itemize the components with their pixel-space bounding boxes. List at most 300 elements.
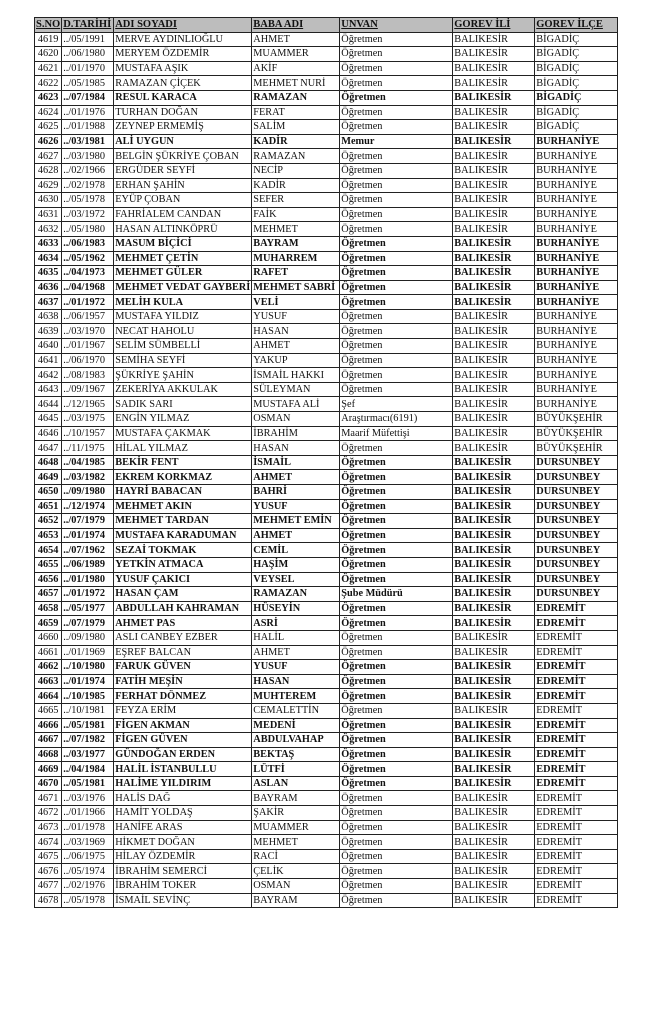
cell-district: EDREMİT [535,762,618,777]
cell-birth-date: ../12/1974 [62,499,114,514]
cell-province: BALIKESİR [453,601,535,616]
table-row [35,368,618,383]
cell-district: BURHANİYE [535,353,618,368]
table-row [35,485,618,500]
table-row [35,733,618,748]
cell-father-name: ASRİ [252,616,340,631]
table-row [35,616,618,631]
cell-title: Öğretmen [340,339,453,354]
cell-district: BİGADİÇ [535,47,618,62]
cell-full-name: MEHMET ÇETİN [114,251,252,266]
table-row [35,820,618,835]
cell-sno: 4631 [35,207,62,222]
cell-title: Öğretmen [340,236,453,251]
cell-district: EDREMİT [535,703,618,718]
cell-sno: 4643 [35,382,62,397]
table-row [35,324,618,339]
cell-father-name: HÜSEYİN [252,601,340,616]
table-row [35,236,618,251]
cell-sno: 4639 [35,324,62,339]
cell-full-name: HİLAY ÖZDEMİR [114,849,252,864]
cell-sno: 4634 [35,251,62,266]
cell-father-name: OSMAN [252,412,340,427]
cell-full-name: EYÜP ÇOBAN [114,193,252,208]
cell-birth-date: ../03/1976 [62,791,114,806]
cell-district: EDREMİT [535,791,618,806]
cell-title: Öğretmen [340,893,453,908]
cell-full-name: ZEKERİYA AKKULAK [114,382,252,397]
cell-title: Öğretmen [340,105,453,120]
cell-father-name: İSMAİL HAKKI [252,368,340,383]
cell-district: BURHANİYE [535,339,618,354]
cell-full-name: ABDULLAH KAHRAMAN [114,601,252,616]
cell-district: EDREMİT [535,689,618,704]
cell-birth-date: ../03/1980 [62,149,114,164]
cell-father-name: İBRAHİM [252,426,340,441]
cell-province: BALIKESİR [453,630,535,645]
cell-sno: 4661 [35,645,62,660]
cell-sno: 4660 [35,630,62,645]
cell-title: Öğretmen [340,441,453,456]
table-row [35,251,618,266]
cell-title: Öğretmen [340,193,453,208]
cell-province: BALIKESİR [453,382,535,397]
cell-full-name: MUSTAFA YILDIZ [114,309,252,324]
cell-full-name: MEHMET GÜLER [114,266,252,281]
table-row [35,222,618,237]
cell-full-name: FERHAT DÖNMEZ [114,689,252,704]
cell-full-name: FAHRİALEM CANDAN [114,207,252,222]
cell-title: Öğretmen [340,324,453,339]
cell-birth-date: ../01/1978 [62,820,114,835]
cell-province: BALIKESİR [453,163,535,178]
cell-birth-date: ../11/1975 [62,441,114,456]
cell-district: EDREMİT [535,616,618,631]
cell-father-name: SALİM [252,120,340,135]
cell-father-name: RAFET [252,266,340,281]
cell-title: Öğretmen [340,90,453,105]
table-row [35,718,618,733]
cell-birth-date: ../01/1972 [62,587,114,602]
table-row [35,32,618,47]
cell-father-name: KADİR [252,178,340,193]
table-row [35,397,618,412]
header-province: GOREV İLİ [453,18,535,33]
cell-father-name: BAYRAM [252,236,340,251]
cell-full-name: HASAN ALTINKÖPRÜ [114,222,252,237]
cell-father-name: YAKUP [252,353,340,368]
cell-province: BALIKESİR [453,879,535,894]
cell-birth-date: ../07/1982 [62,733,114,748]
cell-full-name: YUSUF ÇAKICI [114,572,252,587]
cell-sno: 4659 [35,616,62,631]
cell-province: BALIKESİR [453,660,535,675]
cell-province: BALIKESİR [453,309,535,324]
cell-birth-date: ../05/1981 [62,776,114,791]
cell-district: EDREMİT [535,630,618,645]
cell-sno: 4671 [35,791,62,806]
table-row [35,470,618,485]
cell-birth-date: ../05/1991 [62,32,114,47]
cell-full-name: MEHMET VEDAT GAYBERİ [115,281,251,293]
cell-father-name: FERAT [252,105,340,120]
table-row [35,601,618,616]
cell-father-name: MEHMET EMİN [252,514,340,529]
cell-title: Öğretmen [340,266,453,281]
cell-sno: 4651 [35,499,62,514]
cell-title: Öğretmen [340,733,453,748]
cell-father-name: HASAN [252,674,340,689]
cell-birth-date: ../09/1980 [62,485,114,500]
cell-father-name: RAMAZAN [252,149,340,164]
cell-father-name: AHMET [252,528,340,543]
cell-birth-date: ../01/1967 [62,339,114,354]
cell-title: Öğretmen [340,543,453,558]
table-row [35,47,618,62]
cell-district: EDREMİT [535,747,618,762]
cell-sno: 4669 [35,762,62,777]
cell-district: DURSUNBEY [535,499,618,514]
cell-district: BURHANİYE [535,368,618,383]
cell-sno: 4646 [35,426,62,441]
cell-title: Öğretmen [340,703,453,718]
cell-province: BALIKESİR [453,762,535,777]
cell-title: Öğretmen [340,163,453,178]
cell-province: BALIKESİR [453,557,535,572]
cell-birth-date: ../06/1957 [62,309,114,324]
cell-province: BALIKESİR [453,470,535,485]
cell-father-name: LÜTFİ [252,762,340,777]
cell-province: BALIKESİR [453,835,535,850]
cell-full-name: İSMAİL SEVİNÇ [114,893,252,908]
cell-district: EDREMİT [535,849,618,864]
table-row [35,339,618,354]
cell-sno: 4662 [35,660,62,675]
cell-district: BURHANİYE [535,309,618,324]
cell-province: BALIKESİR [453,61,535,76]
cell-title: Öğretmen [340,251,453,266]
cell-father-name: SEFER [252,193,340,208]
cell-full-name: SADIK SARI [114,397,252,412]
cell-title: Öğretmen [340,120,453,135]
cell-full-name: HİKMET DOĞAN [114,835,252,850]
cell-district: EDREMİT [535,601,618,616]
header-birth-date: D.TARİHİ [62,18,114,33]
cell-district: EDREMİT [535,733,618,748]
cell-sno: 4621 [35,61,62,76]
cell-province: BALIKESİR [453,266,535,281]
header-father-name: BABA ADI [252,18,340,33]
cell-province: BALIKESİR [453,426,535,441]
cell-birth-date: ../01/1980 [62,572,114,587]
cell-province: BALIKESİR [453,849,535,864]
table-row [35,105,618,120]
cell-district: EDREMİT [535,776,618,791]
cell-district: BÜYÜKŞEHİR [535,441,618,456]
cell-district: DURSUNBEY [535,485,618,500]
cell-title: Öğretmen [340,47,453,62]
cell-birth-date: ../03/1982 [62,470,114,485]
cell-province: BALIKESİR [453,236,535,251]
cell-sno: 4638 [35,309,62,324]
cell-district: BURHANİYE [535,178,618,193]
cell-sno: 4657 [35,587,62,602]
cell-title: Öğretmen [340,76,453,91]
cell-district: BİGADİÇ [535,32,618,47]
cell-sno: 4668 [35,747,62,762]
cell-sno: 4633 [35,236,62,251]
cell-province: BALIKESİR [453,32,535,47]
cell-title: Öğretmen [340,222,453,237]
cell-birth-date: ../05/1977 [62,601,114,616]
cell-province: BALIKESİR [453,280,535,295]
cell-sno: 4628 [35,163,62,178]
cell-title: Şef [340,397,453,412]
cell-father-name: MUHARREM [252,251,340,266]
cell-full-name: MEHMET TARDAN [114,514,252,529]
cell-title: Öğretmen [340,806,453,821]
cell-father-name: YUSUF [252,499,340,514]
cell-province: BALIKESİR [453,893,535,908]
cell-birth-date: ../07/1962 [62,543,114,558]
cell-district: DURSUNBEY [535,514,618,529]
table-row [35,572,618,587]
cell-district: EDREMİT [535,835,618,850]
cell-full-name: YETKİN ATMACA [114,557,252,572]
cell-father-name: HAŞİM [252,557,340,572]
table-row [35,280,618,295]
cell-province: BALIKESİR [453,645,535,660]
cell-title: Öğretmen [340,32,453,47]
cell-district: BURHANİYE [535,149,618,164]
cell-full-name: BELGİN ŞÜKRİYE ÇOBAN [114,149,252,164]
cell-father-name: BEKTAŞ [252,747,340,762]
cell-father-name: NECİP [252,163,340,178]
cell-title: Öğretmen [340,835,453,850]
cell-birth-date: ../01/1969 [62,645,114,660]
cell-title: Öğretmen [340,820,453,835]
header-full-name: ADI SOYADI [114,18,252,33]
cell-father-name: İSMAİL [252,455,340,470]
table-row [35,149,618,164]
cell-title: Öğretmen [340,660,453,675]
cell-title: Öğretmen [340,61,453,76]
cell-full-name: HAMİT YOLDAŞ [114,806,252,821]
cell-full-name: MUSTAFA KARADUMAN [114,528,252,543]
cell-sno: 4630 [35,193,62,208]
cell-title: Maarif Müfettişi [340,426,453,441]
cell-full-name: MUSTAFA ÇAKMAK [114,426,252,441]
cell-sno: 4648 [35,455,62,470]
table-row [35,441,618,456]
cell-father-name: AHMET [252,32,340,47]
cell-title: Öğretmen [340,762,453,777]
cell-father-name: HASAN [252,324,340,339]
cell-title: Öğretmen [340,689,453,704]
cell-district: BÜYÜKŞEHİR [535,412,618,427]
cell-father-name: MEHMET [252,222,340,237]
cell-full-name: RAMAZAN ÇİÇEK [114,76,252,91]
cell-sno: 4627 [35,149,62,164]
cell-birth-date: ../07/1979 [62,514,114,529]
cell-province: BALIKESİR [453,47,535,62]
cell-birth-date: ../06/1983 [62,236,114,251]
cell-full-name: ALİ UYGUN [114,134,252,149]
cell-district: BİGADİÇ [535,76,618,91]
cell-father-name: FAİK [252,207,340,222]
cell-sno: 4674 [35,835,62,850]
header-sno: S.NO [36,19,61,31]
cell-father-name: RAMAZAN [252,587,340,602]
cell-title: Öğretmen [340,207,453,222]
cell-title: Öğretmen [340,470,453,485]
cell-title: Öğretmen [340,557,453,572]
table-row [35,543,618,558]
cell-sno: 4656 [35,572,62,587]
cell-birth-date: ../10/1981 [62,703,114,718]
cell-province: BALIKESİR [453,397,535,412]
cell-birth-date: ../05/1962 [62,251,114,266]
cell-title: Öğretmen [340,368,453,383]
cell-father-name: MUAMMER [252,47,340,62]
cell-birth-date: ../10/1980 [62,660,114,675]
cell-birth-date: ../01/1974 [62,528,114,543]
cell-birth-date: ../04/1968 [62,280,114,295]
table-row [35,660,618,675]
cell-province: BALIKESİR [453,703,535,718]
cell-father-name: RACİ [252,849,340,864]
cell-sno: 4667 [35,733,62,748]
table-row [35,76,618,91]
cell-sno: 4672 [35,806,62,821]
table-row [35,557,618,572]
cell-birth-date: ../05/1985 [62,76,114,91]
cell-province: BALIKESİR [453,207,535,222]
cell-province: BALIKESİR [453,864,535,879]
cell-father-name: MUAMMER [252,820,340,835]
cell-father-name: YUSUF [252,660,340,675]
cell-title: Öğretmen [340,455,453,470]
cell-sno: 4637 [35,295,62,310]
cell-birth-date: ../12/1965 [62,397,114,412]
cell-title: Öğretmen [340,514,453,529]
cell-province: BALIKESİR [453,587,535,602]
cell-full-name: ŞÜKRİYE ŞAHİN [114,368,252,383]
cell-birth-date: ../02/1966 [62,163,114,178]
cell-district: BİGADİÇ [535,120,618,135]
cell-full-name: MELİH KULA [114,295,252,310]
cell-father-name: AHMET [252,339,340,354]
cell-title: Öğretmen [340,776,453,791]
cell-sno: 4655 [35,557,62,572]
cell-father-name: CEMİL [252,543,340,558]
cell-sno: 4678 [35,893,62,908]
cell-sno: 4625 [35,120,62,135]
cell-full-name: MERYEM ÖZDEMİR [114,47,252,62]
cell-title: Öğretmen [340,718,453,733]
table-row [35,893,618,908]
header-district: GOREV İLÇE [535,18,618,33]
cell-province: BALIKESİR [453,718,535,733]
cell-title: Öğretmen [340,295,453,310]
cell-district: EDREMİT [535,718,618,733]
cell-birth-date: ../05/1980 [62,222,114,237]
cell-province: BALIKESİR [453,368,535,383]
cell-sno: 4636 [35,280,62,295]
cell-sno: 4670 [35,776,62,791]
table-row [35,193,618,208]
cell-district: BURHANİYE [535,163,618,178]
cell-title: Öğretmen [340,382,453,397]
cell-sno: 4624 [35,105,62,120]
table-row [35,806,618,821]
cell-sno: 4676 [35,864,62,879]
cell-title: Öğretmen [340,485,453,500]
cell-province: BALIKESİR [453,499,535,514]
cell-district: DURSUNBEY [535,557,618,572]
table-header-row [35,18,618,33]
cell-title: Öğretmen [340,645,453,660]
cell-province: BALIKESİR [453,820,535,835]
personnel-list-sheet [34,17,618,908]
cell-sno: 4645 [35,412,62,427]
table-body [35,32,618,908]
cell-province: BALIKESİR [453,353,535,368]
table-row [35,163,618,178]
cell-sno: 4652 [35,514,62,529]
cell-full-name: SELİM SÜMBELLİ [114,339,252,354]
cell-birth-date: ../01/1970 [62,61,114,76]
table-row [35,295,618,310]
table-row [35,499,618,514]
cell-district: DURSUNBEY [535,470,618,485]
cell-sno: 4653 [35,528,62,543]
cell-district: BURHANİYE [535,222,618,237]
cell-full-name: FİGEN AKMAN [114,718,252,733]
cell-district: EDREMİT [535,645,618,660]
table-row [35,90,618,105]
cell-district: BİGADİÇ [535,105,618,120]
table-row [35,207,618,222]
cell-birth-date: ../01/1974 [62,674,114,689]
cell-sno: 4658 [35,601,62,616]
cell-father-name: OSMAN [252,879,340,894]
table-row [35,426,618,441]
cell-father-name: MUSTAFA ALİ [252,397,340,412]
cell-sno: 4623 [35,90,62,105]
cell-district: BURHANİYE [535,266,618,281]
cell-full-name: ZEYNEP ERMEMİŞ [114,120,252,135]
table-row [35,645,618,660]
cell-province: BALIKESİR [453,806,535,821]
cell-province: BALIKESİR [453,776,535,791]
cell-full-name: İBRAHİM SEMERCİ [114,864,252,879]
cell-birth-date: ../04/1985 [62,455,114,470]
cell-birth-date: ../02/1976 [62,879,114,894]
cell-sno: 4629 [35,178,62,193]
table-row [35,879,618,894]
cell-province: BALIKESİR [453,441,535,456]
cell-district: BURHANİYE [535,251,618,266]
cell-province: BALIKESİR [453,455,535,470]
table-row [35,587,618,602]
cell-full-name: GÜNDOĞAN ERDEN [114,747,252,762]
cell-full-name: NECAT HAHOLU [114,324,252,339]
cell-province: BALIKESİR [453,178,535,193]
cell-full-name: MEHMET AKIN [114,499,252,514]
cell-birth-date: ../01/1976 [62,105,114,120]
cell-province: BALIKESİR [453,528,535,543]
